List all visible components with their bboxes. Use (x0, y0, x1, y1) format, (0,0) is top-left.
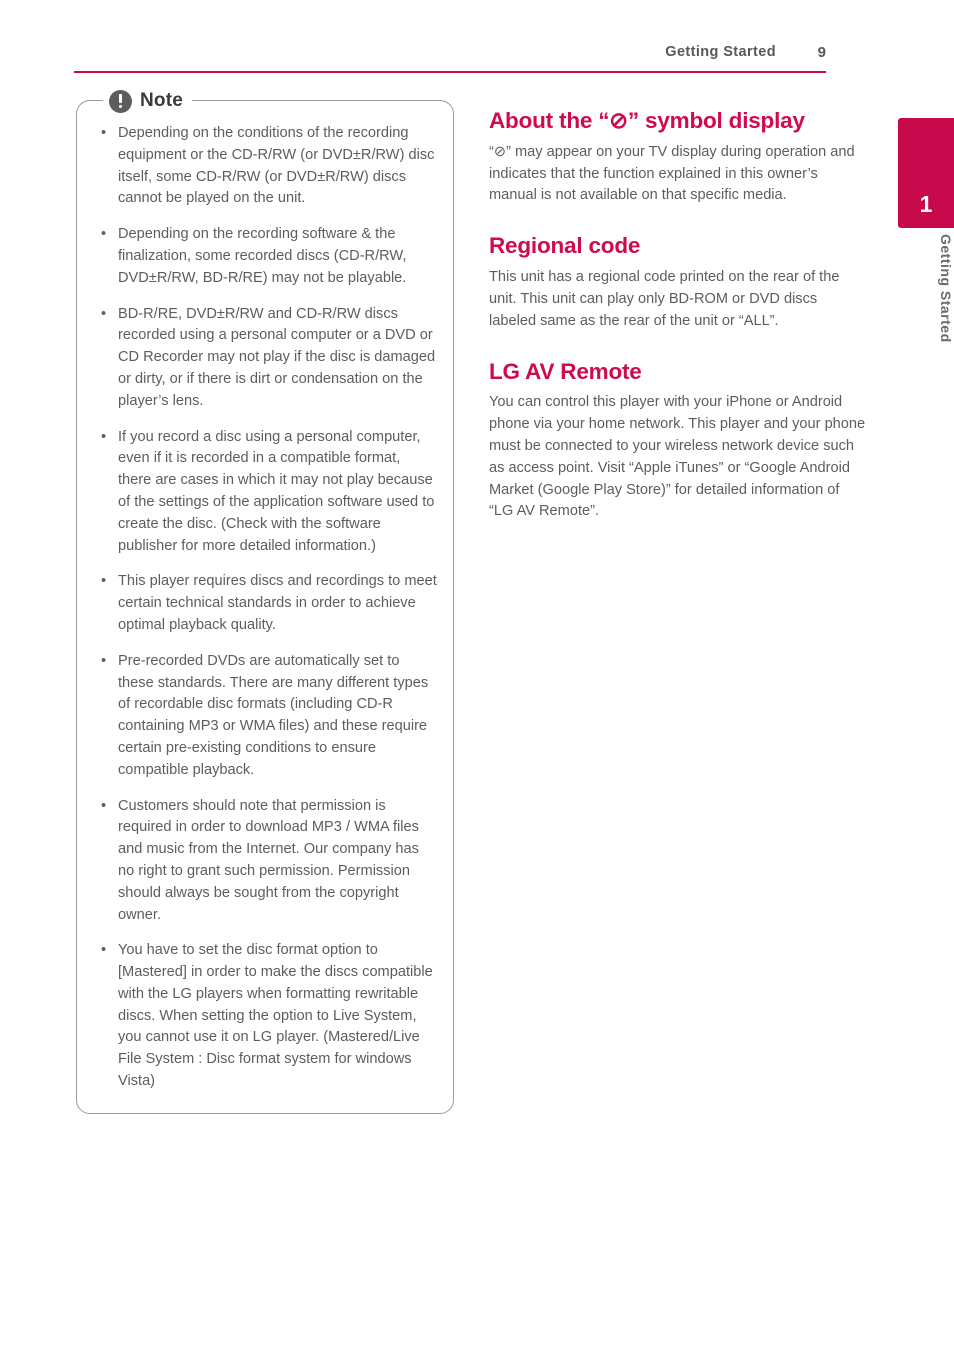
section-body: This unit has a regional code printed on the rear of the unit. This unit can play only BD-ROM or DVD discs labeled same as the rear of the unit or “ALL”. (489, 269, 840, 329)
note-title: Note (140, 90, 184, 111)
list-item-text: This player requires discs and recordings to meet certain technical standards in order to achieve optimal playback quality. (118, 573, 437, 633)
list-item-text: BD-R/RE, DVD±R/RW and CD-R/RW discs recorded using a personal computer or a DVD or CD Recorder may not play if the disc is damaged or dirty, or if there is dirt or condensation on the player’s lens. (118, 305, 436, 409)
chapter-tab-block (898, 118, 954, 228)
section-symbol-display (489, 108, 867, 207)
chapter-number: 1 (919, 191, 933, 217)
note-bullet-list (93, 123, 437, 1093)
list-item (93, 304, 437, 413)
list-item-text: Pre-recorded DVDs are automatically set to these standards. There are many different types of recordable disc formats (including CD-R containing MP3 or WMA files) and these require certain pre-existing conditions to ensure compatible playback. (118, 652, 429, 778)
list-item-text: Depending on the conditions of the recording equipment or the CD-R/RW (or DVD±R/RW) disc itself, some CD-R/RW (or DVD±R/RW) discs cannot be played on the unit. (118, 125, 435, 207)
note-box (76, 90, 454, 1114)
list-item (93, 796, 437, 927)
right-column (489, 108, 867, 549)
header-rule (74, 71, 826, 73)
left-column (76, 90, 454, 1114)
list-item (93, 224, 437, 289)
section-heading: About the “⊘” symbol display (489, 108, 805, 133)
list-item (93, 940, 437, 1093)
list-item (93, 571, 437, 636)
section-lg-av-remote (489, 359, 867, 524)
exclamation-circle-icon (109, 90, 132, 113)
list-item-text: Depending on the recording software & the finalization, some recorded discs (CD-R/RW, DVD±R/RW, BD-R/RE) may not be playable. (118, 226, 407, 286)
header-section-title: Getting Started (665, 44, 776, 60)
chapter-label: Getting Started (938, 234, 954, 343)
chapter-side-tab (898, 118, 954, 390)
note-title-group (103, 88, 192, 114)
bullet-glyph: • (101, 573, 107, 590)
list-item-text: If you record a disc using a personal computer, even if it is recorded in a compatible format, there are cases in which it may not play because of the settings of the application software used to create the disc. (Check with the software publisher for more detailed information.) (118, 428, 435, 554)
page-number: 9 (817, 44, 826, 61)
page-header (74, 44, 826, 76)
list-item (93, 651, 437, 782)
list-item (93, 427, 437, 558)
section-heading: LG AV Remote (489, 358, 642, 384)
bullet-glyph: • (101, 305, 107, 322)
list-item (93, 123, 437, 210)
section-body: You can control this player with your iPhone or Android phone via your home network. This player and your phone must be connected to your wireless network device such as access point. Visit “Apple iTunes” or “Google Android Market (Google Play Store)” for detailed information of “LG AV Remote”. (489, 394, 866, 520)
bullet-glyph: • (101, 226, 107, 243)
section-body: “⊘” may appear on your TV display during operation and indicates that the function explained in this owner’s manual is not available on that specific media. (489, 143, 855, 204)
bullet-glyph: • (101, 797, 107, 814)
list-item-text: You have to set the disc format option to [Mastered] in order to make the discs compatible with the LG players when formatting rewritable discs. When setting the option to Live System, you cannot use it on LG player. (Mastered/Live File System : Disc format system for windows Vista) (118, 942, 433, 1090)
section-regional-code (489, 233, 867, 332)
bullet-glyph: • (101, 125, 107, 141)
section-heading: Regional code (489, 233, 641, 259)
bullet-glyph: • (101, 942, 107, 959)
bullet-glyph: • (101, 428, 107, 445)
list-item-text: Customers should note that permission is required in order to download MP3 / WMA files and music from the Internet. Our company has no right to grant such permission. Permission should always be sought from the copyright owner. (118, 797, 419, 923)
bullet-glyph: • (101, 652, 107, 669)
